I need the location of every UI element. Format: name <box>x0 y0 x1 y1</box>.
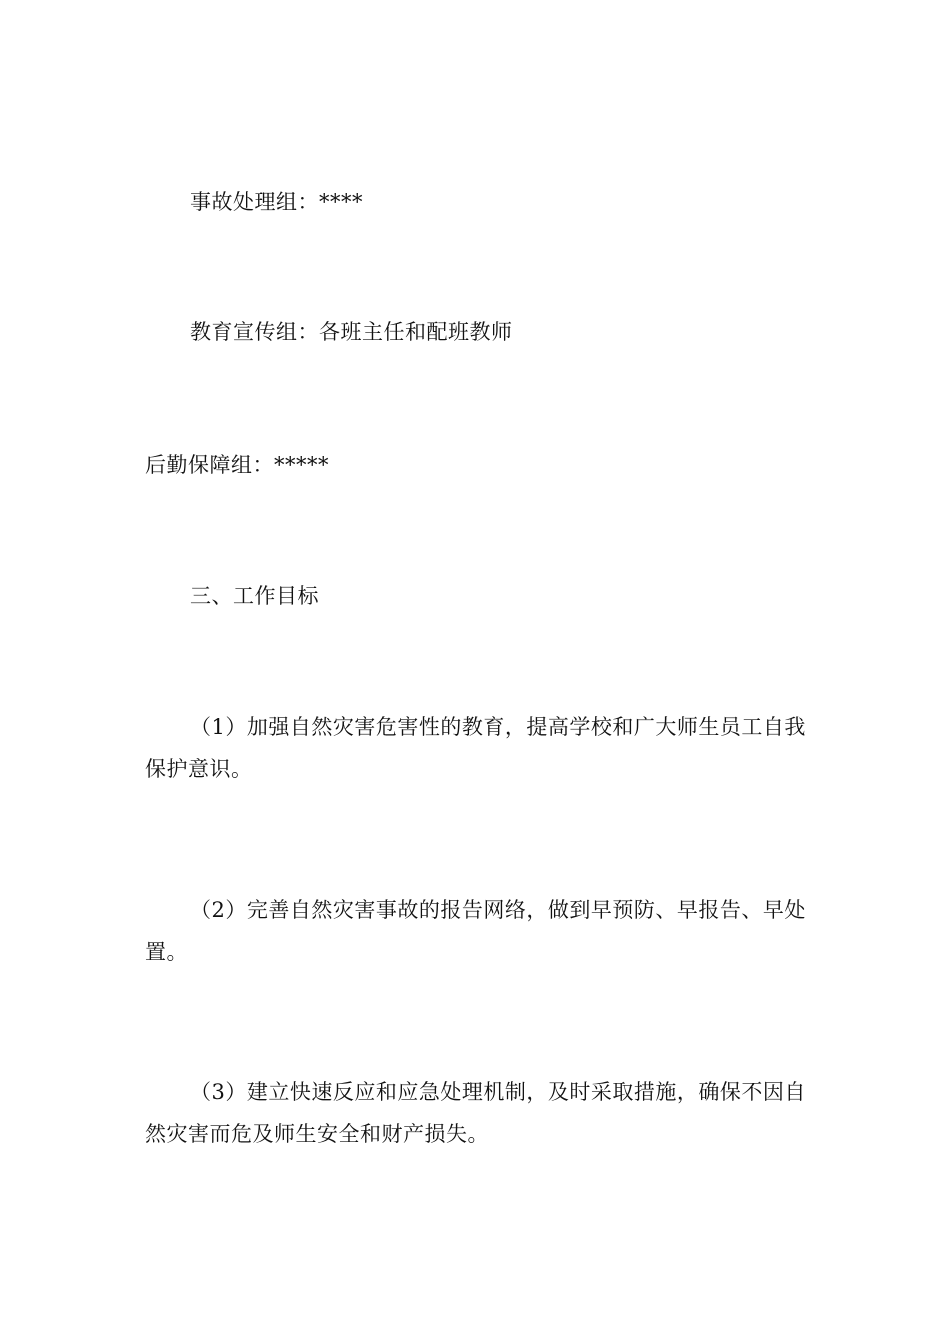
section-heading-work-goals: 三、工作目标 <box>190 584 319 608</box>
education-publicity-group-line: 教育宣传组：各班主任和配班教师 <box>190 320 513 344</box>
accident-handling-group-line: 事故处理组：**** <box>190 190 363 214</box>
goal-item-1: （1）加强自然灾害危害性的教育，提高学校和广大师生员工自我保护意识。 <box>145 715 806 781</box>
logistics-support-group-line: 后勤保障组：***** <box>145 453 329 477</box>
goal-item-3: （3）建立快速反应和应急处理机制，及时采取措施，确保不因自然灾害而危及师生安全和财产损失。 <box>145 1080 806 1146</box>
goal-item-2: （2）完善自然灾害事故的报告网络，做到早预防、早报告、早处置。 <box>145 898 806 964</box>
